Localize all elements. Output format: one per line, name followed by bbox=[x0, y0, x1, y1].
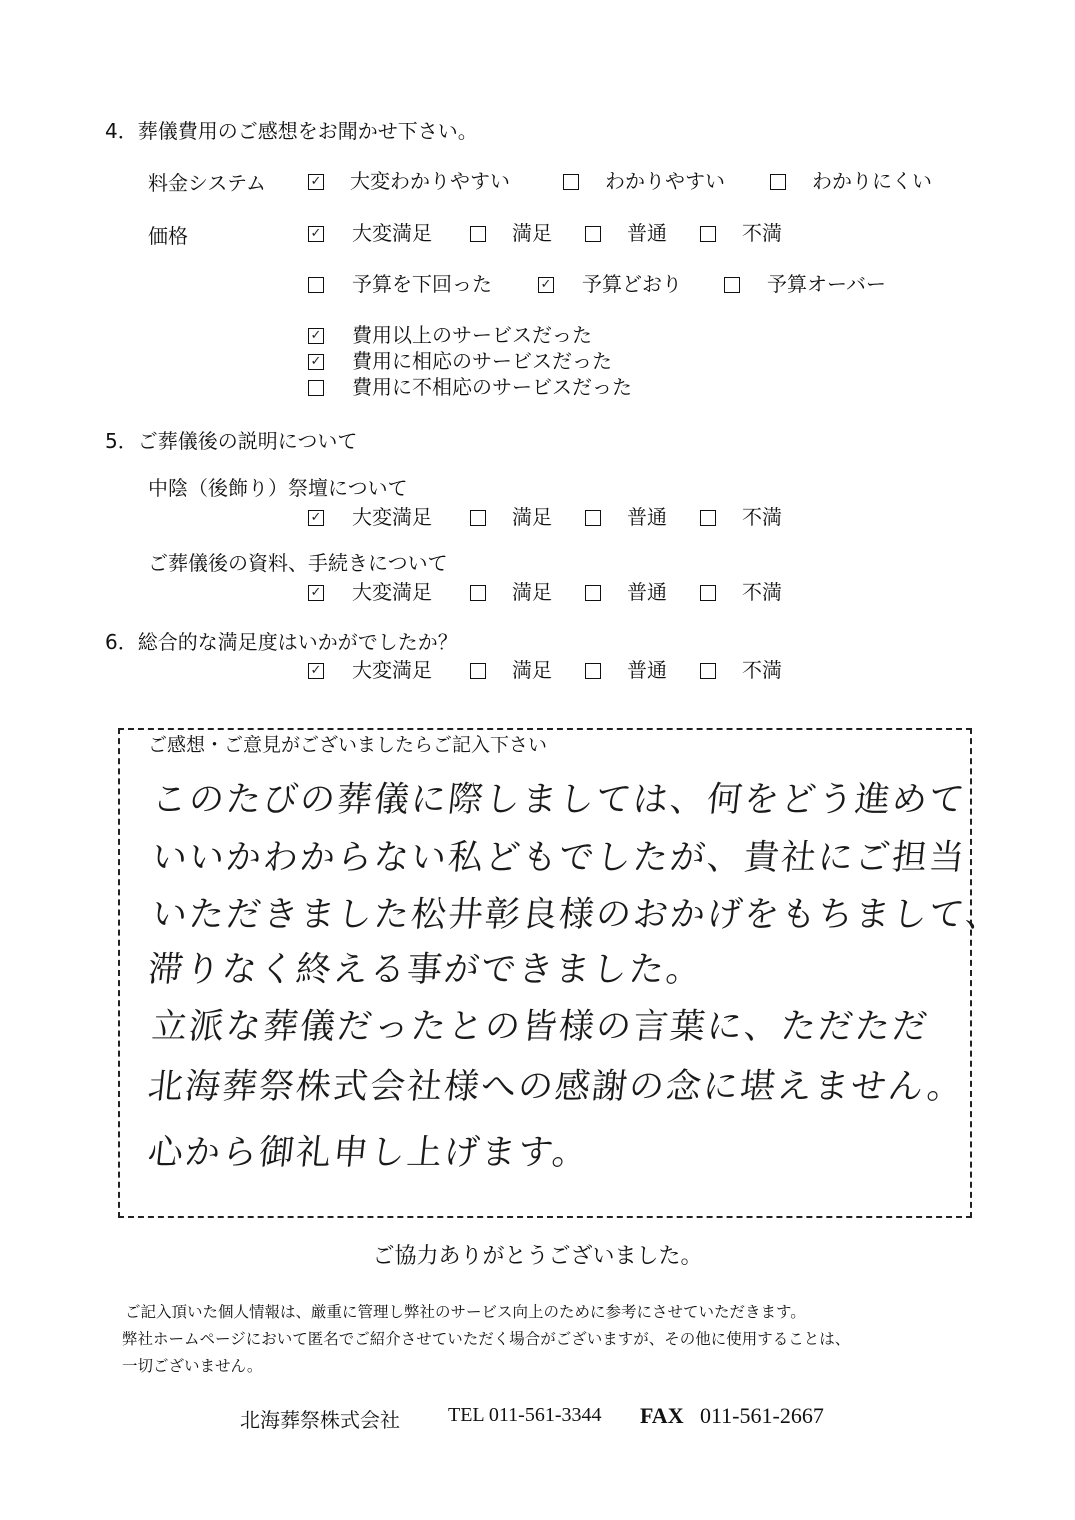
option-label: 大変満足 bbox=[352, 221, 432, 245]
privacy-note: 弊社ホームページにおいて匿名でご紹介させていただく場合がございますが、その他に使用することは、 bbox=[122, 1330, 851, 1348]
checkbox-option[interactable] bbox=[585, 663, 601, 679]
handwritten-line: 心から御礼申し上げます。 bbox=[145, 1133, 592, 1173]
question-5-title: 5．ご葬儀後の説明について bbox=[105, 429, 358, 453]
checkbox-option[interactable] bbox=[308, 585, 324, 601]
fax-number: 011-561-2667 bbox=[700, 1403, 824, 1428]
option-label: 普通 bbox=[627, 505, 667, 529]
option-label: 予算どおり bbox=[582, 272, 682, 296]
option-label: 費用に不相応のサービスだった bbox=[352, 375, 632, 399]
handwritten-line: このたびの葬儀に際しましては、何をどう進めて bbox=[149, 780, 969, 820]
option-label: わかりやすい bbox=[605, 169, 725, 193]
check-mark-icon: ✓ bbox=[540, 277, 552, 292]
option-label: 普通 bbox=[627, 580, 667, 604]
option-label: 大変満足 bbox=[352, 580, 432, 604]
fee-system-label: 料金システム bbox=[148, 171, 266, 195]
checkbox-very-clear[interactable] bbox=[308, 174, 324, 190]
question-6-title: 6．総合的な満足度はいかがでしたか？ bbox=[105, 630, 458, 654]
checkbox-option[interactable] bbox=[585, 226, 601, 242]
privacy-note: 一切ございません。 bbox=[122, 1357, 263, 1375]
checkbox-option[interactable] bbox=[470, 585, 486, 601]
option-label: 不満 bbox=[742, 658, 782, 682]
altar-label: 中陰（後飾り）祭壇について bbox=[148, 476, 408, 500]
question-4-title: 4．葬儀費用のご感想をお聞かせ下さい。 bbox=[105, 119, 478, 143]
thanks-message: ご協力ありがとうございました。 bbox=[372, 1244, 703, 1269]
checkbox-option[interactable] bbox=[700, 510, 716, 526]
checkbox-unclear[interactable] bbox=[770, 174, 786, 190]
checkbox-option[interactable] bbox=[470, 510, 486, 526]
option-label: わかりにくい bbox=[812, 169, 932, 193]
option-label: 満足 bbox=[512, 658, 552, 682]
checkbox-option[interactable] bbox=[724, 277, 740, 293]
checkbox-option[interactable] bbox=[700, 663, 716, 679]
check-mark-icon: ✓ bbox=[310, 174, 322, 189]
check-mark-icon: ✓ bbox=[310, 226, 322, 241]
option-label: 大変満足 bbox=[352, 505, 432, 529]
checkbox-option[interactable] bbox=[700, 585, 716, 601]
option-label: 不満 bbox=[742, 221, 782, 245]
handwritten-line: 立派な葬儀だったとの皆様の言葉に、ただただ bbox=[149, 1007, 932, 1047]
option-label: 大変わかりやすい bbox=[350, 169, 510, 193]
fax-label: FAX bbox=[640, 1403, 684, 1428]
checkbox-option[interactable] bbox=[308, 277, 324, 293]
option-label: 不満 bbox=[742, 580, 782, 604]
option-label: 満足 bbox=[512, 505, 552, 529]
checkbox-option[interactable] bbox=[308, 226, 324, 242]
option-label: 予算オーバー bbox=[767, 272, 886, 296]
check-mark-icon: ✓ bbox=[310, 663, 322, 678]
privacy-note: ご記入頂いた個人情報は、厳重に管理し弊社のサービス向上のために参考にさせていただきます。 bbox=[125, 1303, 806, 1321]
option-label: 費用に相応のサービスだった bbox=[352, 349, 612, 373]
comments-heading: ご感想・ご意見がございましたらご記入下さい bbox=[148, 734, 548, 756]
handwritten-line: 北海葬祭株式会社様への感謝の念に堪えません。 bbox=[145, 1067, 967, 1107]
checkbox-option[interactable] bbox=[470, 663, 486, 679]
option-label: 満足 bbox=[512, 221, 552, 245]
checkbox-option[interactable] bbox=[470, 226, 486, 242]
company-name: 北海葬祭株式会社 bbox=[240, 1408, 400, 1432]
handwritten-line: いただきました松井彰良様のおかげをもちまして、 bbox=[149, 895, 1005, 935]
option-label: 予算を下回った bbox=[352, 272, 492, 296]
checkbox-option[interactable] bbox=[308, 380, 324, 396]
checkbox-option[interactable] bbox=[308, 354, 324, 370]
phone-number: TEL 011-561-3344 bbox=[448, 1404, 602, 1426]
checkbox-option[interactable] bbox=[585, 585, 601, 601]
checkbox-option[interactable] bbox=[308, 328, 324, 344]
check-mark-icon: ✓ bbox=[310, 585, 322, 600]
handwritten-line: いいかわからない私どもでしたが、貴社にご担当 bbox=[149, 838, 969, 878]
check-mark-icon: ✓ bbox=[310, 354, 322, 369]
checkbox-option[interactable] bbox=[585, 510, 601, 526]
check-mark-icon: ✓ bbox=[310, 510, 322, 525]
checkbox-option[interactable] bbox=[308, 510, 324, 526]
option-label: 大変満足 bbox=[352, 658, 432, 682]
check-mark-icon: ✓ bbox=[310, 328, 322, 343]
option-label: 満足 bbox=[512, 580, 552, 604]
checkbox-option[interactable] bbox=[700, 226, 716, 242]
option-label: 費用以上のサービスだった bbox=[352, 323, 592, 347]
price-label: 価格 bbox=[148, 224, 188, 248]
option-label: 普通 bbox=[627, 221, 667, 245]
checkbox-clear[interactable] bbox=[563, 174, 579, 190]
checkbox-option[interactable] bbox=[538, 277, 554, 293]
handwritten-line: 滞りなく終える事ができました。 bbox=[145, 950, 706, 990]
option-label: 普通 bbox=[627, 658, 667, 682]
checkbox-option[interactable] bbox=[308, 663, 324, 679]
documents-label: ご葬儀後の資料、手続きについて bbox=[148, 551, 448, 575]
option-label: 不満 bbox=[742, 505, 782, 529]
